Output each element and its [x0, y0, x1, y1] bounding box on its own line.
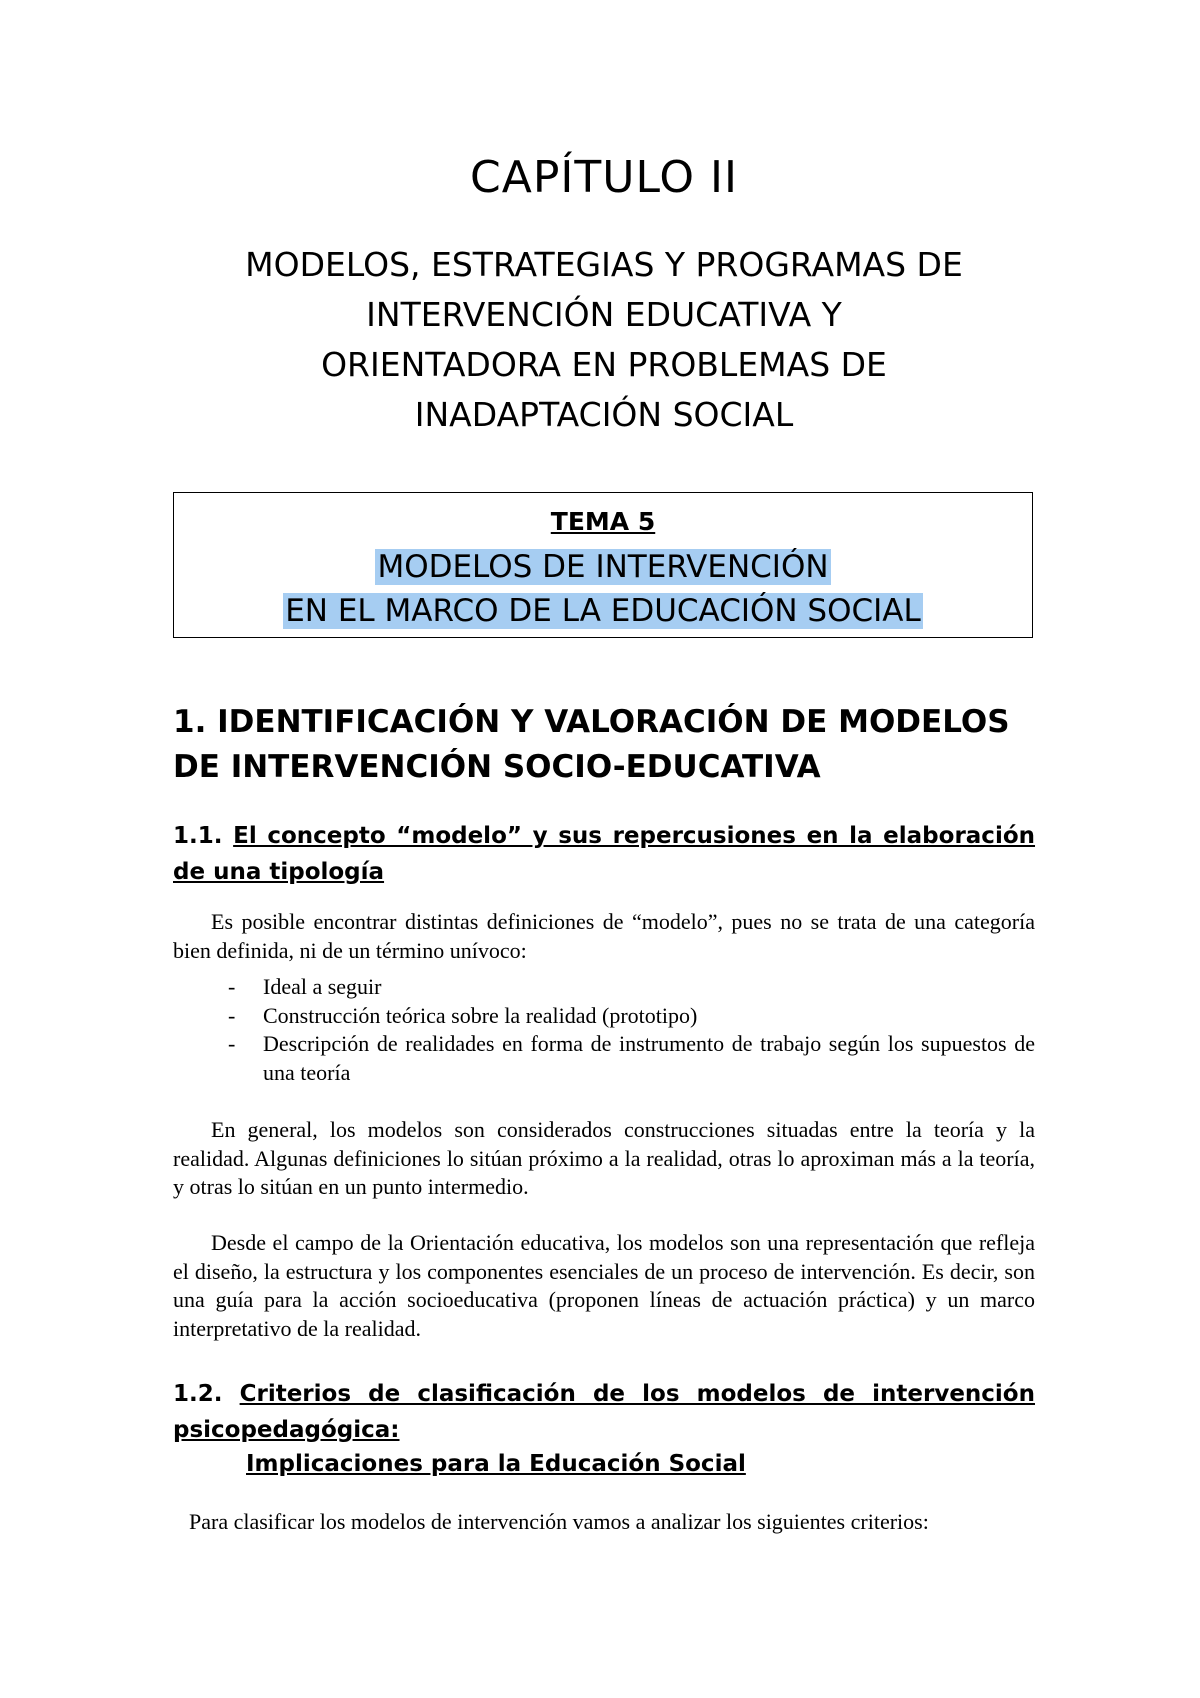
list-item	[228, 973, 1035, 1002]
subsection-title: Criterios de clasificación de los modelos de intervención psicopedagógica:	[173, 1381, 1035, 1443]
chapter-title: CAPÍTULO II	[470, 152, 738, 203]
list-item	[228, 1030, 1035, 1087]
subsection-heading	[173, 818, 1035, 890]
main-title-line: ORIENTADORA EN PROBLEMAS DE	[321, 345, 887, 384]
dash-bullet: -	[228, 1002, 236, 1028]
subsection-title: El concepto “modelo” y sus repercusiones en la elaboración de una tipología	[173, 823, 1036, 885]
tema-label: TEMA 5	[550, 507, 656, 536]
paragraph: Es posible encontrar distintas definiciones de “modelo”, pues no se trata de una categoría bien definida, ni de un término unívoco:	[173, 909, 1035, 963]
dash-bullet: -	[228, 974, 236, 999]
subsection-subtitle: Implicaciones para la Educación Social	[246, 1451, 746, 1477]
main-title-line: INADAPTACIÓN SOCIAL	[414, 395, 794, 434]
main-title-line: MODELOS, ESTRATEGIAS Y PROGRAMAS DE	[245, 245, 963, 284]
subsection-number: 1.2.	[173, 1381, 223, 1407]
main-title	[173, 240, 1035, 440]
paragraph: En general, los modelos son considerados construcciones situadas entre la teoría y la realidad. Algunas definiciones lo sitúan próximo a la realidad, otras lo aproximan más a la teoría, y otras lo sitúan en un punto intermedio.	[173, 1117, 1035, 1199]
tema-title	[174, 545, 1032, 633]
dash-bullet: -	[228, 1031, 236, 1056]
tema-title-line-highlighted: EN EL MARCO DE LA EDUCACIÓN SOCIAL	[285, 593, 921, 629]
subsection-number: 1.1.	[173, 823, 223, 849]
section-heading: 1. IDENTIFICACIÓN Y VALORACIÓN DE MODELOS DE INTERVENCIÓN SOCIO-EDUCATIVA	[173, 704, 1010, 785]
paragraph: Desde el campo de la Orientación educativa, los modelos son una representación que refleja el diseño, la estructura y los componentes esenciales de un proceso de intervención. Es decir, son una guía para la acción socioeducativa (proponen líneas de actuación práctica) y un marco interpretativo de la realidad.	[173, 1230, 1035, 1341]
list-item-text: Ideal a seguir	[263, 974, 382, 999]
paragraph: Para clasificar los modelos de intervención vamos a analizar los siguientes criterios:	[189, 1509, 929, 1534]
definition-list	[228, 973, 1035, 1087]
tema-box	[173, 492, 1033, 638]
list-item-text: Descripción de realidades en forma de instrumento de trabajo según los supuestos de una teoría	[263, 1031, 1035, 1085]
main-title-line: INTERVENCIÓN EDUCATIVA Y	[366, 295, 842, 334]
subsection-heading	[173, 1376, 1035, 1448]
tema-title-line-highlighted: MODELOS DE INTERVENCIÓN	[377, 549, 829, 585]
list-item-text: Construcción teórica sobre la realidad (prototipo)	[263, 1002, 698, 1028]
list-item	[228, 1002, 1035, 1031]
